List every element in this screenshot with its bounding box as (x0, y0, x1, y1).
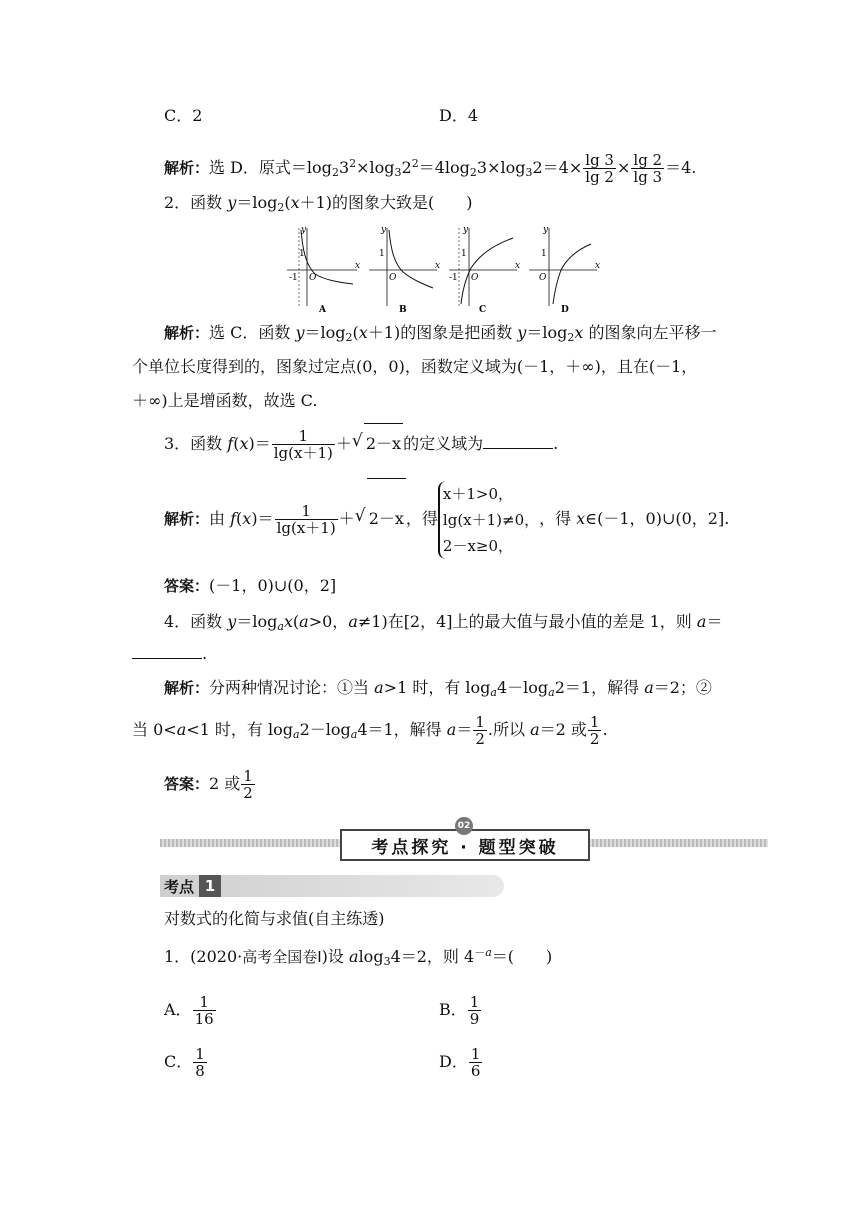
answer-blank (132, 644, 202, 659)
solution-4-line-2: 当 0<a<1 时，有 $\log_a2-\log_a4=1$，解得 a＝ $\frac{1}{2}$ .所以 a＝2 或 $\frac{1}{2}$ . (132, 713, 608, 748)
source-label: 高考全国卷Ⅰ (242, 948, 322, 966)
question-4-line-2: . (132, 644, 207, 664)
svg-text:O: O (471, 273, 479, 283)
question-4-line-1: 4．函数 $y=\log_ax(a>0$，a≠1)在[2，4]上的最大值与最小值的差是 1，则 a＝ (164, 612, 723, 633)
option-c: C．2 (164, 106, 203, 125)
question-2: 2．函数 $y=\log_2(x+1)$的图象大致是( ) (164, 193, 473, 214)
svg-text:O: O (539, 273, 547, 283)
solution-label: 解析： (164, 510, 210, 528)
option-a: A． $\frac{1}{16}$ (164, 993, 214, 1028)
solution-2-line-1: 解析：选 C．函数 $y=\log_2(x+1)$的图象是把函数 $y=\log_2x$ 的图象向左平移一 (164, 323, 717, 344)
graph-a (287, 225, 360, 315)
svg-text:1: 1 (461, 249, 467, 259)
section-number-badge: 02 (455, 817, 473, 835)
solution-1: 解析：选 D．原式$=\log_23^2\times\log_32^2=4\log_23\times\log_32=4\times$ $\frac{\lg 3}{\lg 2}$ × $\frac{\lg 2}{\lg 3}$ ＝4. (164, 151, 697, 186)
svg-text:A: A (319, 305, 326, 315)
svg-text:x: x (515, 261, 521, 271)
option-c-q5: C． $\frac{1}{8}$ (164, 1045, 205, 1080)
answer-3: 答案：(－1，0)∪(0，2] (164, 576, 337, 595)
svg-text:D: D (561, 305, 569, 315)
fraction: $\frac{1}{2}$ (589, 713, 600, 748)
question-3: 3．函数 f(x)＝ $\frac{1}{\lg(x+1)}$ ＋√ 2－x 的定义域为 . (164, 423, 558, 464)
question-5: 1．(2020·高考全国卷Ⅰ)设 alog$_3$4＝2，则 $4^{-a}=$( ) (164, 946, 553, 968)
kaodian-label: 考点 (164, 878, 195, 896)
sqrt: √ 2－x (367, 478, 406, 559)
answer-blank (483, 434, 553, 449)
fraction: $\frac{1}{\lg(x+1)}$ (273, 427, 333, 462)
option-d-q5: D． $\frac{1}{6}$ (439, 1045, 481, 1080)
solution-label: 解析： (164, 159, 210, 177)
svg-text:1: 1 (541, 249, 547, 259)
svg-text:O: O (389, 273, 397, 283)
graph-d (529, 225, 600, 315)
svg-text:x: x (435, 261, 441, 271)
graph-c (449, 225, 520, 315)
graph-options (285, 222, 605, 318)
fraction: $\frac{1}{2}$ (475, 713, 485, 748)
svg-text:C: C (479, 305, 487, 315)
solution-label: 解析： (164, 679, 210, 697)
svg-text:-1: -1 (289, 273, 298, 283)
svg-text:y: y (301, 225, 307, 235)
svg-text:B: B (399, 305, 407, 315)
sqrt: √ 2－x (364, 423, 403, 464)
svg-text:1: 1 (299, 249, 305, 259)
fraction: $\frac{1}{2}$ (243, 767, 253, 802)
inequality-system: x＋1>0， lg(x＋1)≠0， 2－x≥0， (438, 481, 539, 559)
answer-label: 答案： (164, 577, 210, 595)
section-title: 考点探究 · 题型突破 (340, 829, 590, 861)
svg-text:y: y (543, 225, 549, 235)
topic-title: 对数式的化简与求值(自主练透) (164, 909, 385, 928)
kaodian-number: 1 (199, 875, 221, 897)
svg-text:y: y (463, 225, 469, 235)
svg-text:O: O (309, 273, 317, 283)
graph-b (369, 225, 440, 315)
svg-text:x: x (595, 261, 601, 271)
svg-text:x: x (355, 261, 361, 271)
fraction: $\frac{\lg 3}{\lg 2}$ (585, 151, 614, 186)
solution-2-line-3: ＋∞)上是增函数，故选 C. (132, 391, 318, 410)
svg-text:1: 1 (379, 249, 385, 259)
option-b: B． $\frac{1}{9}$ (439, 993, 480, 1028)
fraction: $\frac{\lg 2}{\lg 3}$ (633, 151, 663, 186)
fraction: $\frac{1}{\lg(x+1)}$ (276, 502, 336, 537)
solution-label: 解析： (164, 324, 210, 342)
option-d: D．4 (439, 106, 479, 125)
solution-4-line-1: 解析：分两种情况讨论：①当 a>1 时，有 $\log_a4-\log_a2=1$，解得 a＝2；② (164, 678, 712, 699)
svg-text:y: y (381, 225, 387, 235)
solution-2-line-2: 个单位长度得到的，图象过定点(0，0)，函数定义域为(－1，＋∞)，且在(－1， (132, 357, 698, 376)
answer-4: 答案：2 或 $\frac{1}{2}$ (164, 767, 253, 802)
solution-3: 解析：由 f(x)＝ $\frac{1}{\lg(x+1)}$ ＋√ 2－x ，得 x＋1>0， lg(x＋1)≠0， 2－x≥0， ，得 x∈(－1，0)∪(0，2]. (164, 478, 729, 559)
svg-text:-1: -1 (449, 273, 458, 283)
answer-label: 答案： (164, 775, 210, 793)
